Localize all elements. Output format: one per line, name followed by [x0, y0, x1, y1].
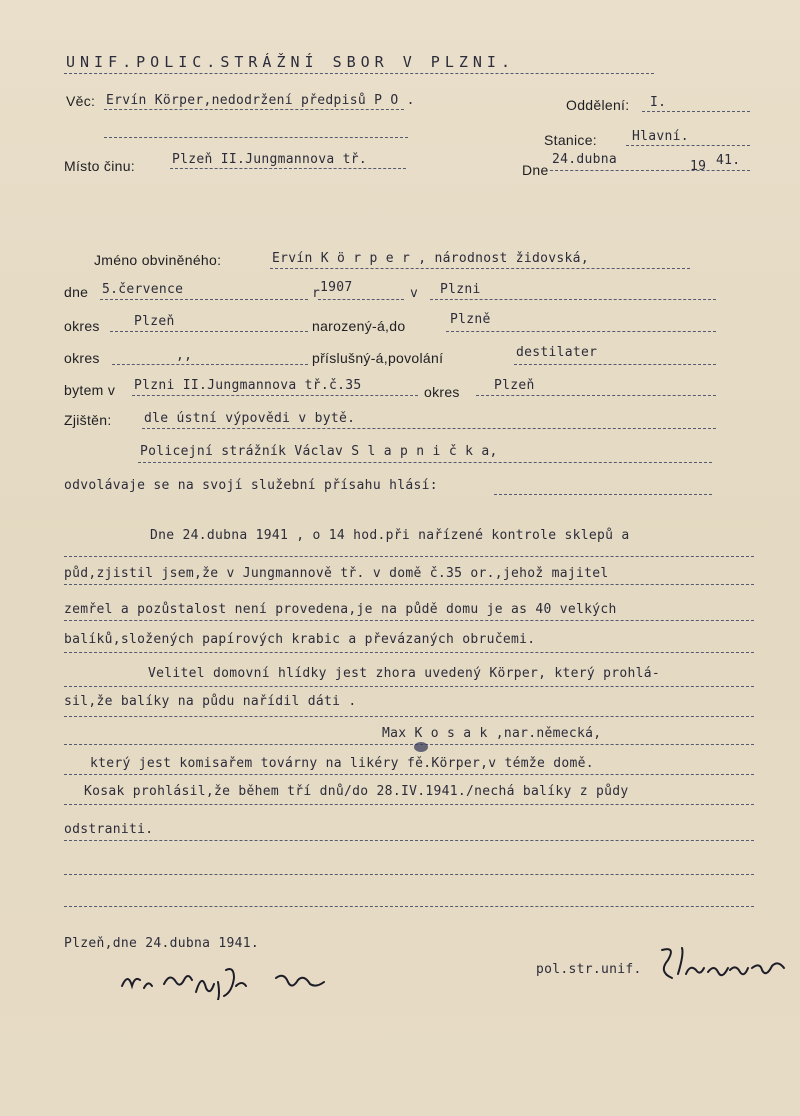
dne-label: Dne	[522, 162, 549, 178]
document-title: UNIF.POLIC.STRÁŽNÍ SBOR V PLZNI.	[66, 53, 515, 71]
vec-line-2	[104, 137, 408, 138]
dne2-value: 5.července	[102, 282, 184, 297]
okres-line	[110, 331, 308, 332]
report-underline-1	[64, 556, 754, 557]
povolani-value: destilater	[516, 345, 598, 360]
okres-value: Plzeň	[134, 314, 175, 329]
stanice-label: Stanice:	[544, 132, 597, 148]
okres3-value: Plzeň	[494, 378, 535, 393]
okres2-label: okres	[64, 350, 100, 366]
officer-signature	[652, 944, 798, 986]
oath-underline	[494, 494, 712, 495]
dne2-label: dne	[64, 284, 89, 300]
report-line-7: Max K o s a k ,nar.německá,	[382, 726, 602, 741]
r-value: 1907	[320, 280, 353, 295]
report-line-3: zemřel a pozůstalost není provedena,je na půdě domu je as 40 velkých	[64, 602, 617, 617]
dne-value: 24.dubna	[552, 152, 618, 167]
okres-label: okres	[64, 318, 100, 334]
title-underline	[64, 73, 654, 74]
stanice-value: Hlavní.	[632, 129, 689, 144]
zjisten-line	[142, 428, 716, 429]
officer-line: Policejní strážník Václav S l a p n i č k a,	[140, 444, 498, 459]
jmeno-value: Ervín K ö r p e r , národnost židovská,	[272, 251, 589, 266]
vec-label: Věc:	[66, 93, 96, 109]
narozeny-line	[446, 331, 716, 332]
report-underline-9	[64, 804, 754, 805]
blank-line-1	[64, 874, 754, 875]
bytem-value: Plzni II.Jungmannova tř.č.35	[134, 378, 362, 393]
report-underline-3	[64, 620, 754, 621]
year-suffix: 41.	[716, 153, 741, 168]
oddeleni-label: Oddělení:	[566, 97, 630, 113]
place-date: Plzeň,dne 24.dubna 1941.	[64, 936, 260, 951]
vec-line	[104, 109, 404, 110]
povolani-line	[514, 364, 716, 365]
okres2-line	[112, 364, 308, 365]
report-line-1: Dne 24.dubna 1941 , o 14 hod.při nařízené kontrole sklepů a	[150, 528, 630, 543]
report-underline-8	[64, 774, 754, 775]
jmeno-label: Jméno obviněného:	[94, 252, 222, 268]
v-label: v	[410, 286, 419, 301]
okres3-label: okres	[424, 384, 460, 400]
report-underline-4	[64, 652, 754, 653]
report-line-5: Velitel domovní hlídky jest zhora uvedený Körper, který prohlá-	[148, 666, 660, 681]
report-line-8: který jest komisařem továrny na likéry fě.Körper,v témže domě.	[90, 756, 594, 771]
okres3-line	[476, 395, 716, 396]
report-underline-10	[64, 840, 754, 841]
report-underline-6	[64, 716, 754, 717]
prislusny-label: příslušný-á,povolání	[312, 350, 444, 366]
dne2-line	[100, 299, 308, 300]
stanice-line	[626, 145, 750, 146]
jmeno-line	[270, 268, 690, 269]
oath-line: odvolávaje se na svojí služební přísahu hlásí:	[64, 478, 438, 493]
report-underline-2	[64, 584, 754, 585]
oddeleni-line	[642, 111, 750, 112]
report-line-2: půd,zjistil jsem,že v Jungmannově tř. v domě č.35 or.,jehož majitel	[64, 566, 609, 581]
okres2-value: ,,	[176, 348, 193, 363]
r-line	[318, 299, 404, 300]
report-underline-5	[64, 686, 754, 687]
oddeleni-value: I.	[650, 95, 667, 110]
bytem-label: bytem v	[64, 382, 116, 398]
blank-line-2	[64, 906, 754, 907]
report-line-6: sil,že balíky na půdu nařídil dáti .	[64, 694, 357, 709]
report-line-9: Kosak prohlásil,že během tří dnů/do 28.IV.1941./nechá balíky z půdy	[84, 784, 629, 799]
narozeny-value: Plzně	[450, 312, 491, 327]
ink-blot	[414, 742, 428, 752]
vec-value: Ervín Körper,nedodržení předpisů P O .	[106, 93, 415, 108]
v-line	[430, 299, 716, 300]
year-prefix: 19	[690, 159, 707, 174]
narozeny-label: narozený-á,do	[312, 318, 406, 334]
zjisten-value: dle ústní výpovědi v bytě.	[144, 411, 356, 426]
misto-value: Plzeň II.Jungmannova tř.	[172, 152, 368, 167]
bytem-line	[132, 395, 418, 396]
misto-label: Místo činu:	[64, 158, 135, 174]
officer-underline	[138, 462, 712, 463]
report-underline-7	[64, 744, 754, 745]
pol-label: pol.str.unif.	[536, 962, 642, 977]
zjisten-label: Zjištěn:	[64, 412, 112, 428]
r-label: r	[312, 286, 321, 301]
report-line-4: balíků,složených papírových krabic a převázaných obručemi.	[64, 632, 536, 647]
v-value: Plzni	[440, 282, 481, 297]
misto-line	[170, 168, 406, 169]
report-line-10: odstraniti.	[64, 822, 154, 837]
handwritten-note	[118, 958, 338, 1000]
dne-line	[550, 170, 750, 171]
